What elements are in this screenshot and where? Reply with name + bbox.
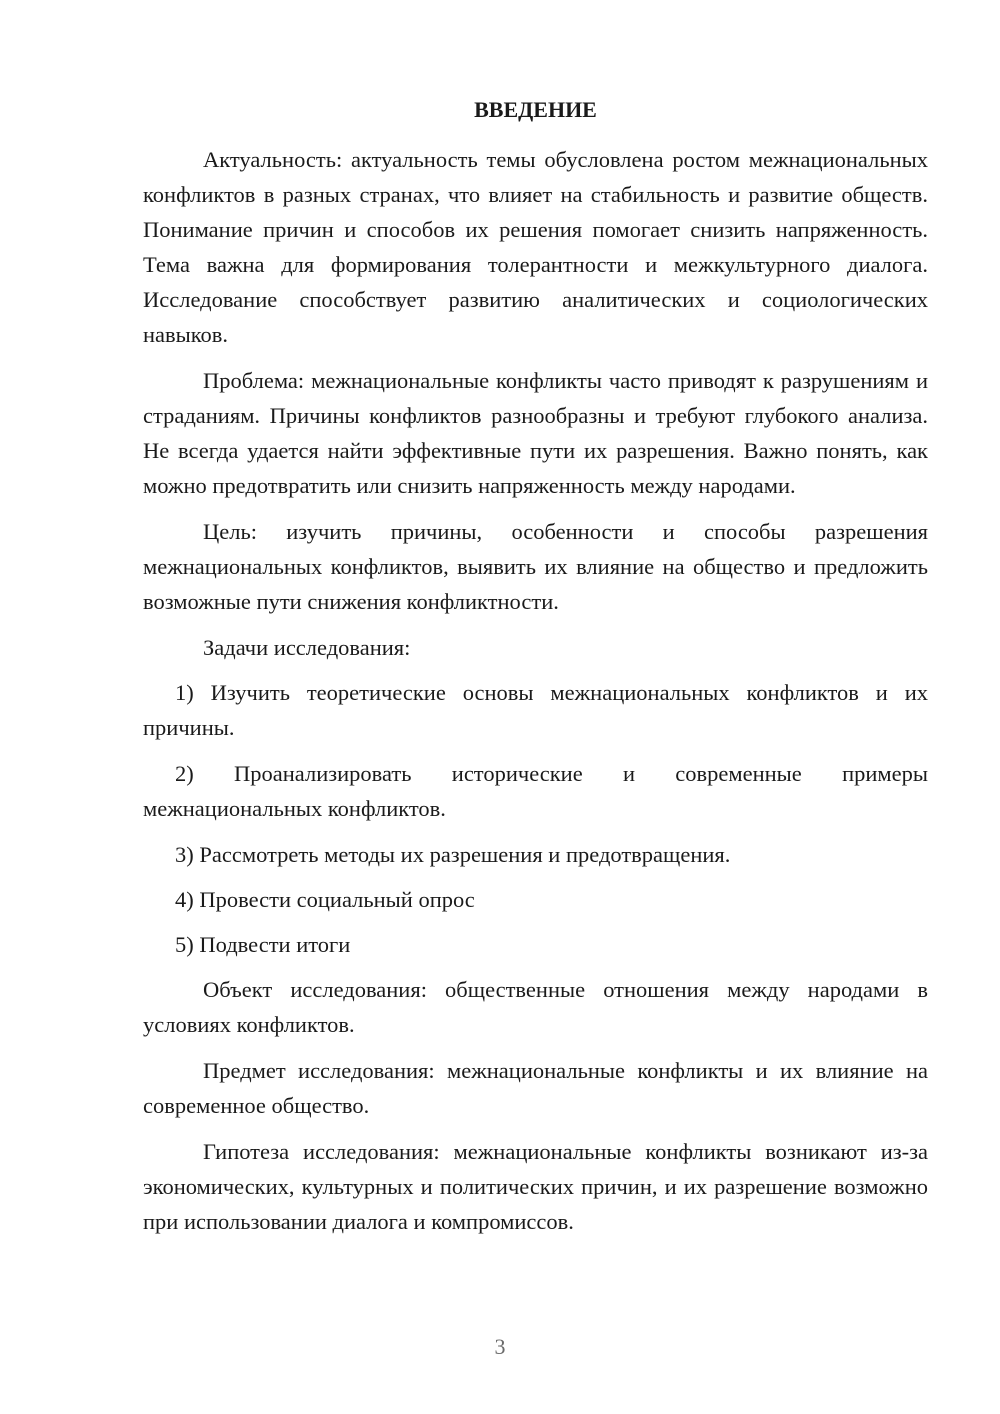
task-item-5: 5) Подвести итоги — [175, 932, 351, 957]
subject-paragraph: Предмет исследования: межнациональные конфликты и их влияние на современное общество. — [143, 1058, 928, 1118]
relevance-paragraph: Актуальность: актуальность темы обусловлена ростом межнациональных конфликтов в разных странах, что влияет на стабильность и развитие обществ. Понимание причин и способов их решения помогает снизить напряженность. Тема важна для формирования толерантности и межкультурного диалога. Исследование способствует развитию аналитических и социологических навыков. — [143, 147, 928, 347]
task-item-4: 4) Провести социальный опрос — [175, 887, 475, 912]
hypothesis-paragraph: Гипотеза исследования: межнациональные конфликты возникают из-за экономических, культурных и политических причин, и их разрешение возможно при использовании диалога и компромиссов. — [143, 1139, 928, 1234]
task-item-3: 3) Рассмотреть методы их разрешения и предотвращения. — [175, 842, 731, 867]
object-paragraph: Объект исследования: общественные отношения между народами в условиях конфликтов. — [143, 977, 928, 1037]
problem-paragraph: Проблема: межнациональные конфликты часто приводят к разрушениям и страданиям. Причины конфликтов разнообразны и требуют глубокого анализа. Не всегда удается найти эффективные пути их разрешения. Важно понять, как можно предотвратить или снизить напряженность между народами. — [143, 368, 928, 498]
section-title: ВВЕДЕНИЕ — [474, 97, 597, 122]
page-number: 3 — [494, 1334, 506, 1359]
document-page — [143, 92, 928, 1250]
goal-paragraph: Цель: изучить причины, особенности и способы разрешения межнациональных конфликтов, выявить их влияние на общество и предложить возможные пути снижения конфликтности. — [143, 519, 928, 614]
tasks-heading: Задачи исследования: — [203, 635, 411, 660]
task-item-1: 1) Изучить теоретические основы межнациональных конфликтов и их причины. — [143, 680, 928, 740]
task-item-2: 2) Проанализировать исторические и современные примеры межнациональных конфликтов. — [143, 761, 928, 821]
